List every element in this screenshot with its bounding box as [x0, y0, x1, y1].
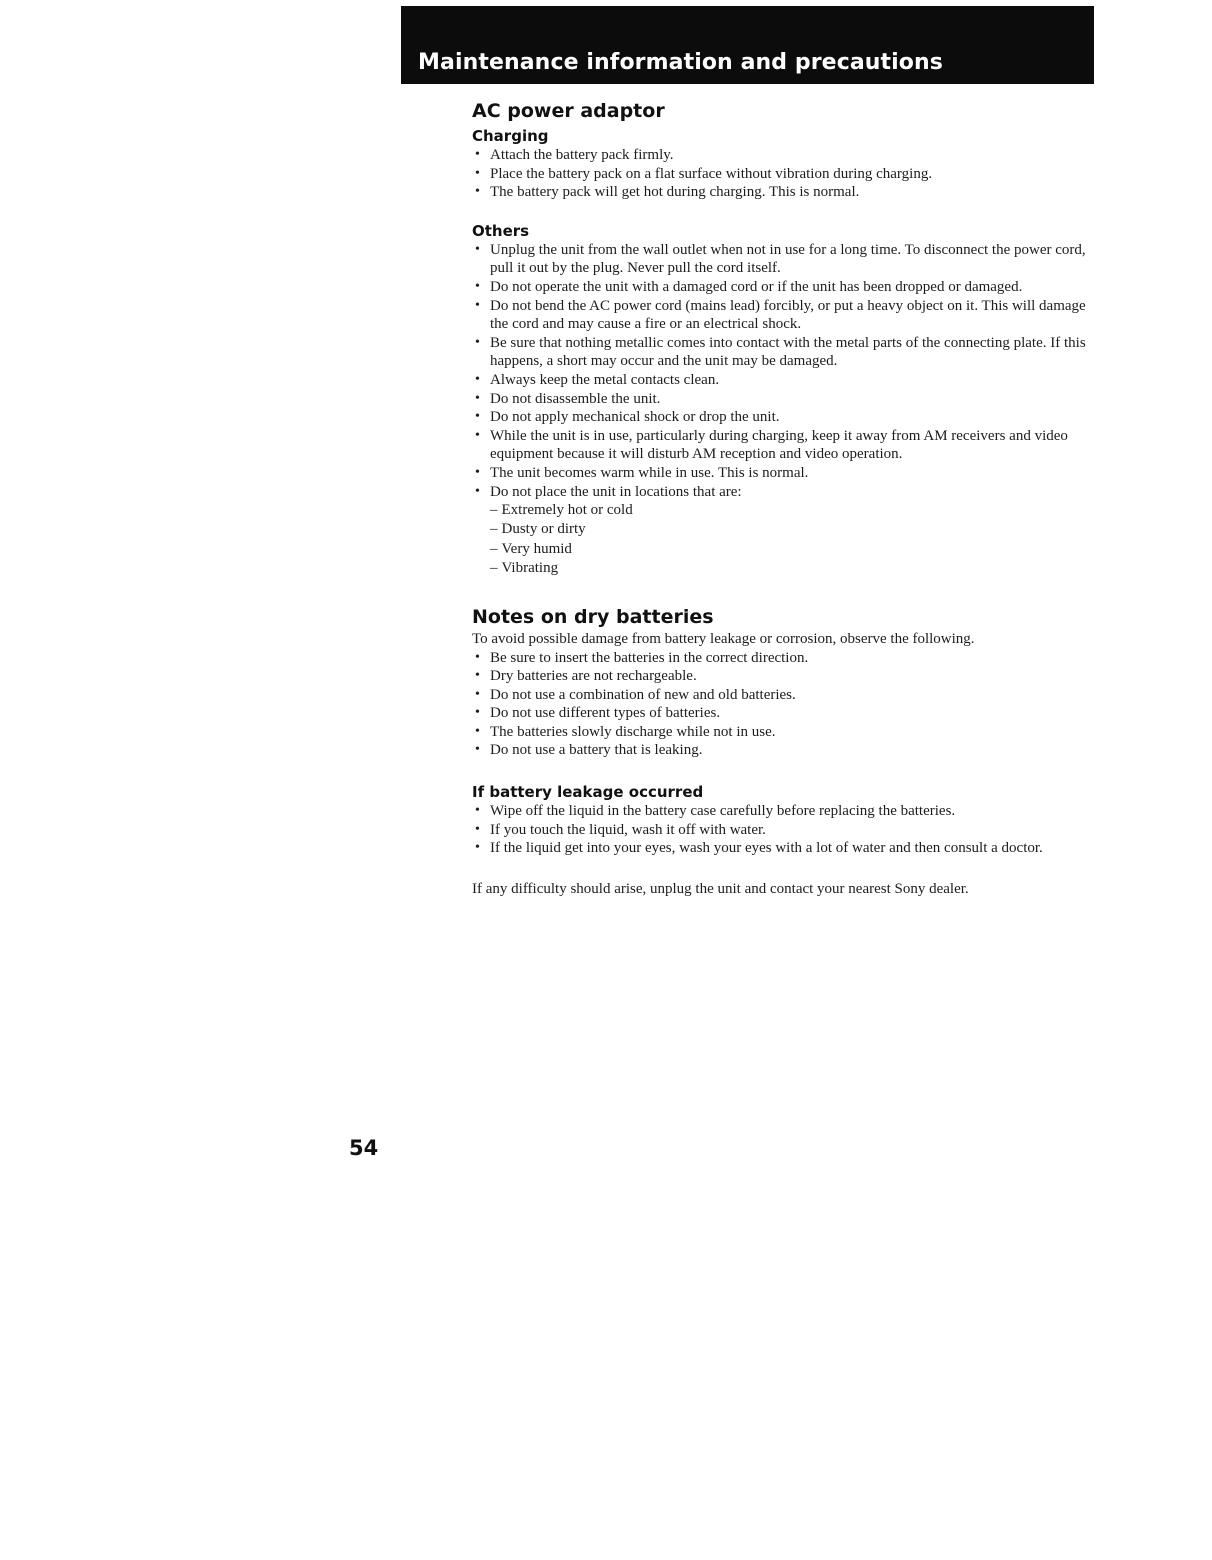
list-item: • Do not use different types of batteries.	[472, 704, 1092, 723]
dry-batteries-heading: Notes on dry batteries	[472, 605, 714, 628]
list-item: • Do not use a battery that is leaking.	[472, 741, 1092, 760]
charging-list	[472, 146, 1092, 202]
list-item: • If you touch the liquid, wash it off with water.	[472, 821, 1092, 840]
dry-batteries-intro: To avoid possible damage from battery leakage or corrosion, observe the following.	[472, 630, 975, 647]
list-item: • The batteries slowly discharge while not in use.	[472, 723, 1092, 742]
list-item: • Always keep the metal contacts clean.	[472, 371, 1092, 390]
list-item: • Place the battery pack on a flat surface without vibration during charging.	[472, 165, 1092, 184]
list-item: • Do not apply mechanical shock or drop the unit.	[472, 408, 1092, 427]
closing-note: If any difficulty should arise, unplug the unit and contact your nearest Sony dealer.	[472, 880, 969, 897]
sub-list-item: – Vibrating	[490, 559, 559, 576]
page-number: 54	[349, 1136, 379, 1160]
list-item: • Unplug the unit from the wall outlet when not in use for a long time. To disconnect the power cord, pull it out by the plug. Never pull the cord itself.	[472, 241, 1092, 278]
others-list	[472, 241, 1092, 578]
ac-adaptor-heading: AC power adaptor	[472, 100, 665, 122]
leakage-heading: If battery leakage occurred	[472, 783, 704, 802]
list-item: • Do not bend the AC power cord (mains lead) forcibly, or put a heavy object on it. This will damage the cord and may cause a fire or an electrical shock.	[472, 297, 1092, 334]
list-item: • The unit becomes warm while in use. This is normal.	[472, 464, 1092, 483]
list-item: • Wipe off the liquid in the battery case carefully before replacing the batteries.	[472, 802, 1092, 821]
list-item: • The battery pack will get hot during charging. This is normal.	[472, 183, 1092, 202]
charging-heading: Charging	[472, 127, 549, 145]
list-item: • While the unit is in use, particularly during charging, keep it away from AM receivers and video equipment because it will disturb AM reception and video operation.	[472, 427, 1092, 464]
section-header-bar	[401, 6, 1094, 84]
others-heading: Others	[472, 221, 530, 240]
list-item: • Attach the battery pack firmly.	[472, 146, 1092, 165]
list-item-locations	[472, 483, 1092, 578]
list-item: • Do not operate the unit with a damaged cord or if the unit has been dropped or damaged.	[472, 278, 1092, 297]
sub-list-item: – Extremely hot or cold	[490, 502, 633, 519]
locations-intro: Do not place the unit in locations that are:	[490, 483, 742, 500]
page-content	[472, 98, 1092, 898]
locations-sublist	[490, 501, 1092, 578]
list-item: • Be sure to insert the batteries in the correct direction.	[472, 649, 1092, 668]
list-item: • Do not use a combination of new and old batteries.	[472, 686, 1092, 705]
list-item: • If the liquid get into your eyes, wash your eyes with a lot of water and then consult a doctor.	[472, 839, 1092, 858]
leakage-list	[472, 802, 1092, 858]
sub-list-item: – Very humid	[490, 540, 572, 557]
dry-batteries-list	[472, 649, 1092, 761]
list-item: • Be sure that nothing metallic comes into contact with the metal parts of the connecting plate. If this happens, a short may occur and the unit may be damaged.	[472, 334, 1092, 371]
section-title: Maintenance information and precautions	[418, 50, 943, 75]
sub-list-item: – Dusty or dirty	[490, 521, 586, 538]
list-item: • Dry batteries are not rechargeable.	[472, 667, 1092, 686]
list-item: • Do not disassemble the unit.	[472, 390, 1092, 409]
